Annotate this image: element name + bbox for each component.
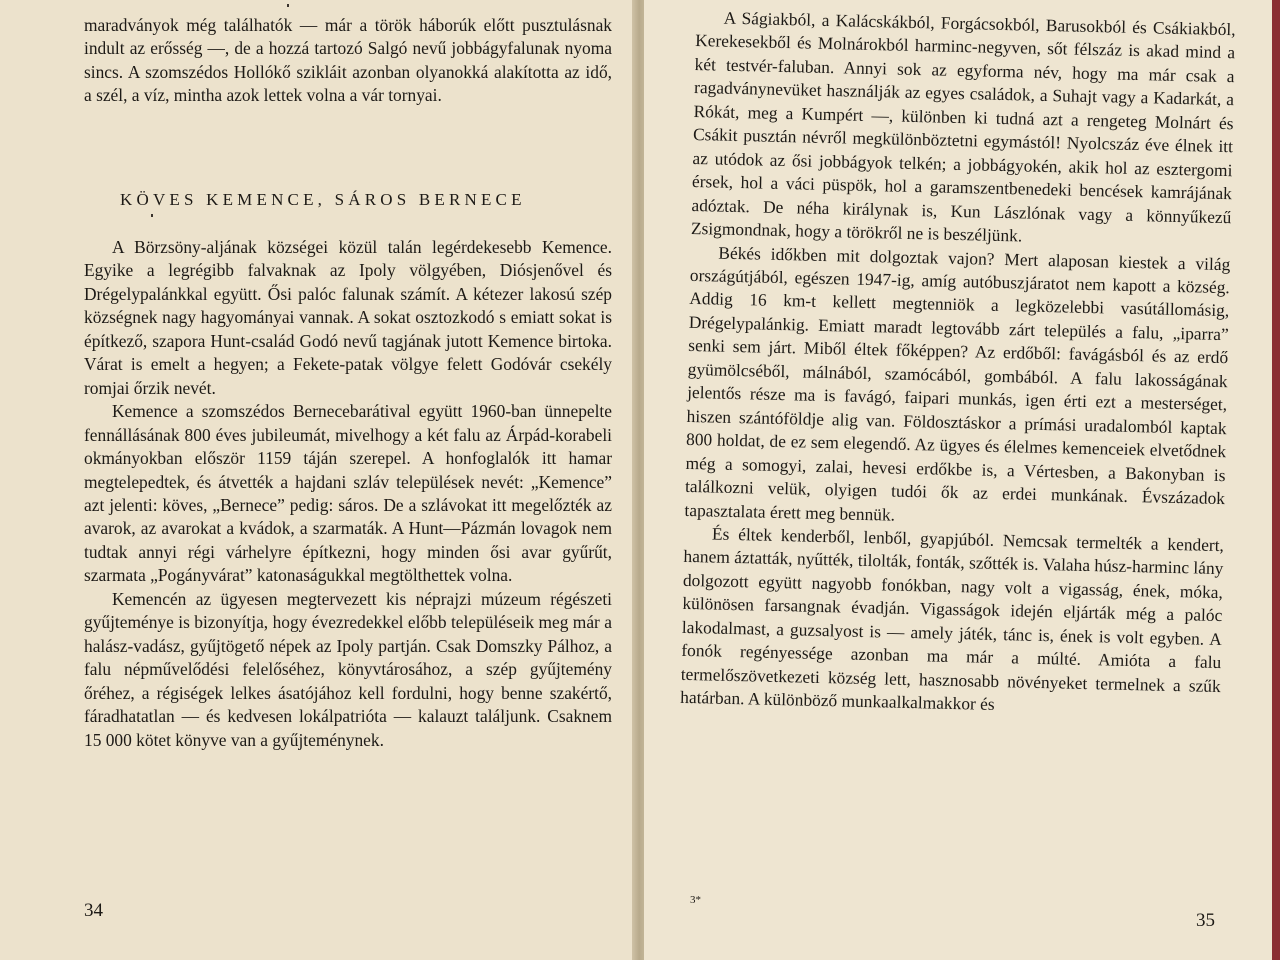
page-number-left: 34 [84,900,103,921]
print-speck [151,214,153,217]
cover-edge-right [1272,0,1280,960]
left-paragraph-2: Kemence a szomszédos Bernecebarátival együtt 1960-ban ünnepelte fennállásának 800 éves jubileumát, mivelhogy a két falu az Árpád-korabeli okmányokban először 1159 táján szerepel. A honfoglalók itt hamar megtelepedtek, és átvették a hajdani szláv települések nevét: „Kemence” azt jelenti: köves, „Bernece” pedig: sáros. De a szlávokat itt megelőzték az avarok, az avarokat a kvádok, a szarmaták. A Hunt—Pázmán lovagok nem tudtak annyi régi várhelyre építkezni, hogy minden ősi avar gyűrűt, szarmata „Pogányvárat” katonaságukkal megtölthettek volna. [84,401,612,586]
left-top-paragraph: maradványok még találhatók — már a török háborúk előtt pusztulásnak indult az erősség —, de a hozzá tartozó Salgó nevű jobbágyfalunak nyoma sincs. A szomszédos Hollókő szikláit azonban olyanokká alakította az idő, a szél, a víz, mintha azok lettek volna a vár tornyai. [84,15,612,106]
right-body-text [680,6,1236,722]
left-paragraph-1: A Börzsöny-aljának községei közül talán legérdekesebb Kemence. Egyike a legrégibb falvaknak az Ipoly völgyében, Diósjenővel és Drégelypalánkkal együtt. Ősi palóc falunak számít. A kétezer lakosú szép községnek nagy hagyományai vannak. A sokat osztozkodó s emiatt sokat is építkező, szapora Hunt-család Godó nevű tagjának jutott Kemence birtoka. Várat is emelt a hegyen; a Fekete-patak völgye felett Godóvár csekély romjai őrzik nevét. [84,237,612,398]
right-paragraph-2: Békés időkben mit dolgoztak vajon? Mert alaposan kiestek a világ országútjából, egészen 1947-ig, amíg autóbuszjáratot nem kapott a község. Addig 16 km-t kellett megtenniök a legközelebbi vasútállomásig, Drégelypalánkig. Emiatt maradt legtovább zárt település a falu, „iparra” senki sem járt. Miből éltek főképpen? Az erdőből: favágásból és az erdő gyümölcséből, málnából, szamócából, gombából. A falu lakosságának jelentős része ma is favágó, faipari munkás, igen érti ezt a mesterséget, hiszen szántóföldje alig van. Földosztáskor a prímási uradalomból kaptak 800 holdat, de ez sem elegendő. Az ügyes és élelmes kemenceiek elvetődnek még a somogyi, zalai, hevesi erdőkbe is, a Vértesben, a Bakonyban is találkozni velük, olyigen tudói ők az erdei munkának. Évszázadok tapasztalata érett meg bennük. [684,242,1231,525]
left-paragraph-3: Kemencén az ügyesen megtervezett kis néprajzi múzeum régészeti gyűjteménye is bizonyítja, hogy évezredekkel előbb településeik meg már a halász-vadász, gyűjtögető népek az Ipoly partján. Csak Domszky Pálhoz, a falu népművelődési felelőséhez, könyvtárosához, a szép gyűjtemény őréhez, a régiségek lelkes ásatójához kell fordulni, hogy benne szakértő, fáradhatatlan — és kedvesen lokálpatrióta — kalauzt találjunk. Csaknem 15 000 kötet könyve van a gyűjteménynek. [84,588,612,750]
right-paragraph-3: És éltek kenderből, lenből, gyapjúból. Nemcsak termelték a kendert, hanem áztatták, nyűtték, tilolták, fonták, szőtték is. Valaha húsz-harminc lány dolgozott együtt nagyobb fonókban, nagy volt a vigasság, ének, móka, különösen farsangnak évadján. Vigasságok idején eljárták még a palóc lakodalmast, a guzsalyost is — amely játék, tánc is, ének is volt egyben. A fonók regényessége azonban ma már a múlté. Amióta a falu termelőszövetkezeti község lett, hasznosabb növényeket termelnek a szűk határban. A különböző munkaalkalmakkor és [680,523,1225,715]
right-page [644,0,1280,960]
left-body-text [84,236,612,752]
left-top-text [84,14,612,108]
section-title: KÖVES KEMENCE, SÁROS BERNECE [120,190,526,209]
page-number-right: 35 [1196,910,1215,931]
signature-mark: 3* [690,894,701,906]
right-paragraph-1: A Ságiakból, a Kalácskákból, Forgácsokból, Barusokból és Csákiakból, Kerekesekből és Molnárokból harminc-negyven, sőt félszáz is akad mind a két testvér-faluban. Annyi sok az egyforma név, hogy ma már csak a ragadványnevüket használják az egyes családok, a Suhajt vagy a Kadarkát, a Rókát, meg a Kumpért —, különben ki tudná azt a rengeteg Molnárt és Csákit pusztán névről megkülönböztetni egymástól! Nyolcszáz éve élnek itt az utódok az ősi jobbágyok telkén; a jobbágyokén, akik hol az esztergomi érsek, hol a váci püspök, hol a garamszentbenedeki bencések kamrájának adóztak. De néha királynak is, Kun Lászlónak vagy a könnyűkezű Zsigmondnak, hogy a törökről ne is beszéljünk. [690,7,1236,246]
print-speck [287,4,289,7]
left-page [0,0,636,960]
